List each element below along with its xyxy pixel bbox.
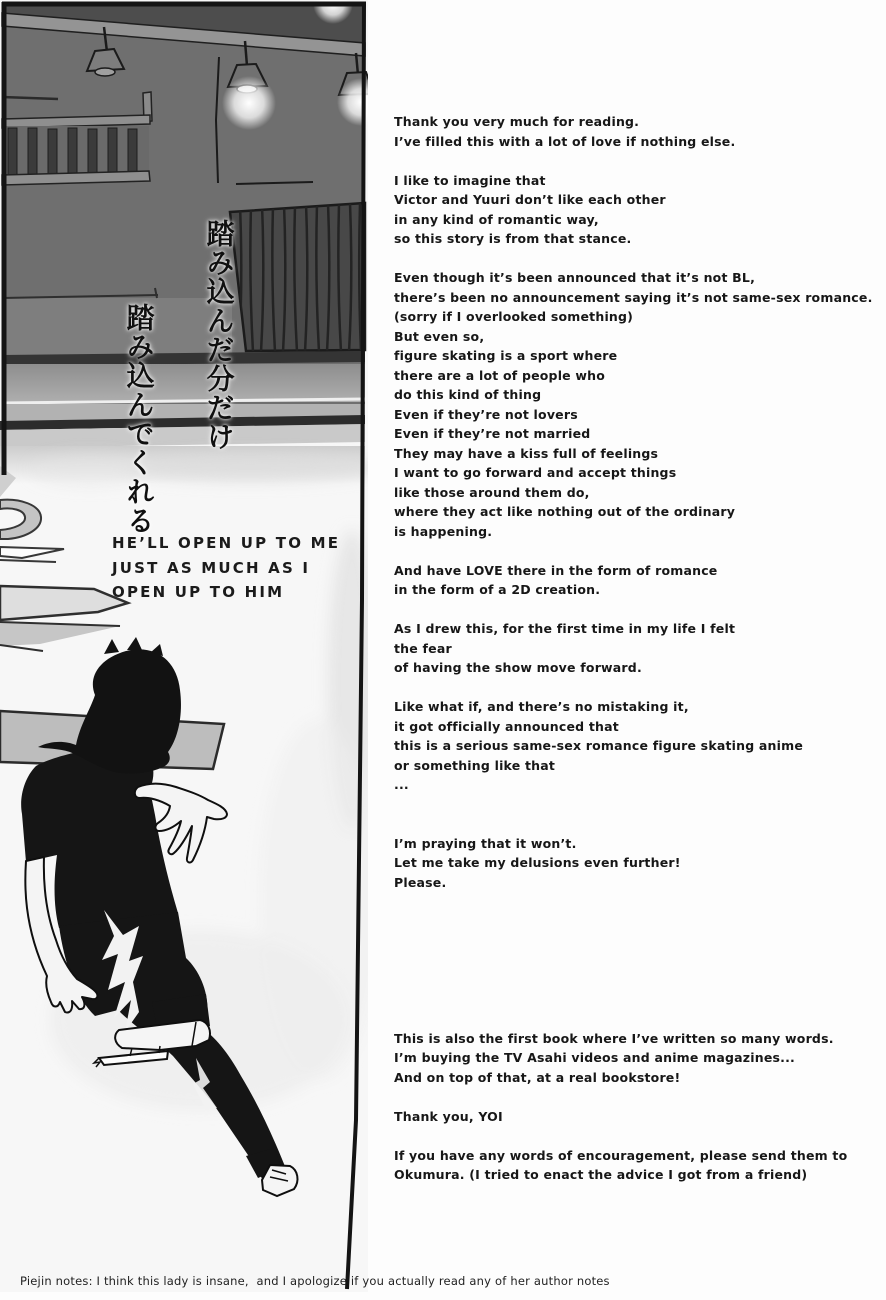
afterword-line: Like what if, and there’s no mistaking it, — [394, 699, 689, 714]
afterword-line: Please. — [394, 874, 447, 890]
afterword-line: I’ve filled this with a lot of love if nothing else. — [394, 133, 736, 149]
afterword-paragraph — [394, 1146, 880, 1185]
afterword-line: I’m praying that it won’t. — [394, 835, 577, 851]
afterword-line: Let me take my delusions even further! — [394, 855, 681, 870]
tagline-japanese-right: 踏み込んだ分だけ — [202, 219, 236, 451]
afterword-paragraph — [394, 834, 880, 893]
skater-illustration — [0, 0, 368, 1292]
afterword-line: As I drew this, for the first time in my life I felt — [394, 621, 736, 636]
afterword-line: do this kind of thing — [394, 387, 542, 402]
afterword-line: it got officially announced that — [394, 718, 619, 734]
translator-note: Piejin notes: I think this lady is insane, and I apologize if you actually read any of her author notes — [20, 1274, 610, 1288]
afterword-line: or something like that — [394, 757, 556, 773]
caption-line: HE’LL OPEN UP TO ME — [112, 534, 341, 552]
afterword-line: ... — [394, 777, 409, 792]
afterword-line: Okumura. (I tried to enact the advice I got from a friend) — [394, 1167, 808, 1182]
afterword-line: figure skating is a sport where — [394, 348, 618, 363]
afterword-paragraph — [394, 112, 880, 151]
afterword-paragraph — [394, 171, 880, 249]
afterword-paragraph — [394, 1107, 880, 1127]
caption-line: JUST AS MUCH AS I — [112, 558, 311, 577]
afterword-line: Even if they’re not married — [394, 426, 591, 441]
afterword-paragraph — [394, 268, 880, 541]
afterword-paragraph — [394, 697, 880, 795]
afterword-line: is happening. — [394, 523, 493, 539]
caption-line: OPEN UP TO HIM — [112, 583, 285, 601]
afterword-line: They may have a kiss full of feelings — [394, 445, 659, 461]
afterword-line: And on top of that, at a real bookstore! — [394, 1069, 681, 1085]
afterword — [394, 112, 880, 1185]
afterword-line: in any kind of romantic way, — [394, 211, 599, 227]
afterword-paragraph — [394, 1029, 880, 1088]
afterword-line: the fear — [394, 640, 452, 656]
afterword-line: Even though it’s been announced that it’s not BL, — [394, 270, 756, 285]
afterword-line: This is also the first book where I’ve written so many words. — [394, 1030, 834, 1046]
afterword-line: I’m buying the TV Asahi videos and anime magazines... — [394, 1050, 796, 1065]
afterword-line: (sorry if I overlooked something) — [394, 309, 634, 324]
dark-curtain — [230, 203, 365, 352]
afterword-line: there are a lot of people who — [394, 367, 606, 383]
afterword-line: so this story is from that stance. — [394, 231, 632, 246]
afterword-paragraph — [394, 619, 880, 678]
afterword-line: this is a serious same-sex romance figure skating anime — [394, 738, 804, 753]
afterword-paragraph — [394, 561, 880, 600]
afterword-line: like those around them do, — [394, 484, 590, 500]
afterword-line: I want to go forward and accept things — [394, 465, 677, 480]
afterword-line: of having the show move forward. — [394, 660, 642, 675]
afterword-line: in the form of a 2D creation. — [394, 582, 601, 597]
afterword-line: Thank you very much for reading. — [394, 114, 640, 129]
panel-caption — [112, 531, 340, 605]
afterword-line: where they act like nothing out of the ordinary — [394, 504, 736, 519]
afterword-line: If you have any words of encouragement, please send them to — [394, 1147, 848, 1163]
afterword-line: Victor and Yuuri don’t like each other — [394, 192, 666, 207]
afterword-line: there’s been no announcement saying it’s not same-sex romance. — [394, 289, 873, 305]
afterword-line: Thank you, YOI — [394, 1108, 503, 1124]
afterword-line: Even if they’re not lovers — [394, 406, 578, 422]
tagline-japanese-left: 踏み込んでくれる — [122, 303, 156, 535]
afterword-line: But even so, — [394, 328, 485, 344]
afterword-line: I like to imagine that — [394, 172, 546, 188]
afterword-line: And have LOVE there in the form of romance — [394, 562, 718, 578]
